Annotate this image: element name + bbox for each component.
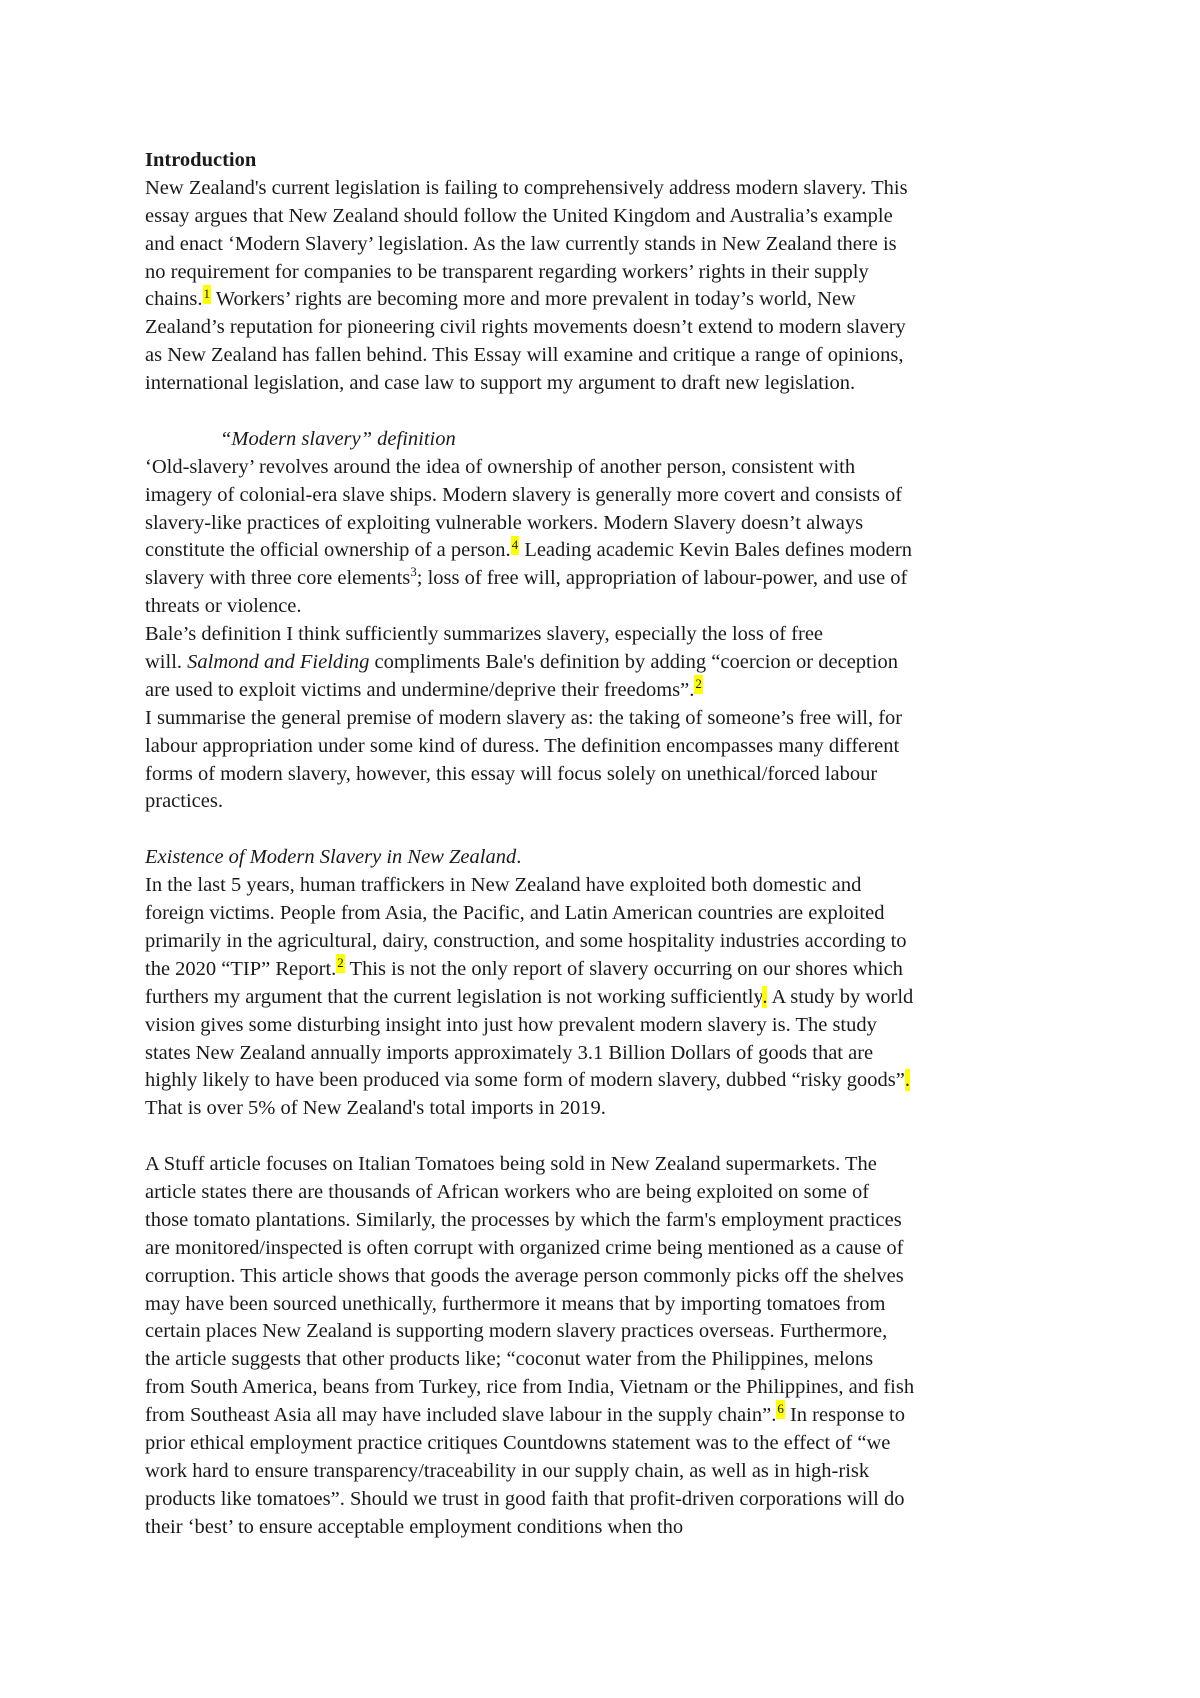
section-heading-existence: Existence of Modern Slavery in New Zealand. — [145, 846, 522, 869]
definition-line: slavery-like practices of exploiting vulnerable workers. Modern Slavery doesn’t always — [145, 511, 864, 534]
intro-line: and enact ‘Modern Slavery’ legislation. As the law currently stands in New Zealand there is — [145, 232, 897, 255]
stuff-line: the article suggests that other products like; “coconut water from the Philippines, melons — [145, 1348, 874, 1371]
definition-line: ‘Old-slavery’ revolves around the idea of ownership of another person, consistent with — [145, 455, 856, 478]
existence-line: highly likely to have been produced via some form of modern slavery, dubbed “risky goods”. — [145, 1069, 910, 1092]
existence-line: primarily in the agricultural, dairy, construction, and some hospitality industries according to — [145, 929, 907, 952]
footnote-marker[interactable]: 2 — [694, 675, 703, 694]
stuff-line: their ‘best’ to ensure acceptable employment conditions when tho — [145, 1515, 684, 1538]
stuff-line: A Stuff article focuses on Italian Tomatoes being sold in New Zealand supermarkets. The — [145, 1153, 877, 1176]
definition-line: practices. — [145, 790, 223, 813]
footnote-marker[interactable]: 3 — [410, 564, 417, 580]
footnote-marker[interactable]: 2 — [336, 954, 345, 973]
definition-line: slavery with three core elements$^3$; loss of free will, appropriation of labour-power, and use of — [145, 564, 908, 590]
paragraph-gap — [145, 816, 1080, 844]
stuff-line: from Southeast Asia all may have included slave labour in the supply chain”.$^6$ In response to — [145, 1401, 905, 1427]
stuff-line: may have been sourced unethically, furthermore it means that by importing tomatoes from — [145, 1292, 886, 1315]
definition-line: Bale’s definition I think sufficiently summarizes slavery, especially the loss of free — [145, 623, 824, 646]
stuff-line: from South America, beans from Turkey, rice from India, Vietnam or the Philippines, and fish — [145, 1376, 915, 1399]
paragraph-gap — [145, 398, 1080, 426]
section-heading-definition: “Modern slavery” definition — [220, 427, 456, 450]
intro-line: Zealand’s reputation for pioneering civil rights movements doesn’t extend to modern slavery — [145, 316, 906, 339]
stuff-line: corruption. This article shows that goods the average person commonly picks off the shelves — [145, 1264, 904, 1287]
intro-line: chains.$^1$ Workers’ rights are becoming more and more prevalent in today’s world, New — [145, 285, 856, 311]
existence-line: states New Zealand annually imports approximately 3.1 Billion Dollars of goods that are — [145, 1041, 874, 1064]
intro-line: essay argues that New Zealand should follow the United Kingdom and Australia’s example — [145, 204, 893, 227]
intro-line: international legislation, and case law to support my argument to draft new legislation. — [145, 372, 856, 395]
definition-line: threats or violence. — [145, 595, 302, 618]
existence-line: the 2020 “TIP” Report.$^2$ This is not the only report of slavery occurring on our shores which — [145, 955, 903, 980]
section-heading-introduction: Introduction — [145, 149, 257, 171]
intro-line: no requirement for companies to be transparent regarding workers’ rights in their supply — [145, 260, 869, 283]
intro-line: as New Zealand has fallen behind. This Essay will examine and critique a range of opinions, — [145, 344, 904, 367]
stuff-line: are monitored/inspected is often corrupt with organized crime being mentioned as a cause of — [145, 1236, 904, 1259]
highlight-mark: . — [762, 985, 768, 1008]
stuff-line: products like tomatoes”. Should we trust in good faith that profit-driven corporations will do — [145, 1487, 905, 1510]
footnote-marker[interactable]: 1 — [203, 285, 212, 304]
definition-line: are used to exploit victims and undermine/deprive their freedoms”.$^2$ — [145, 676, 702, 701]
existence-line: In the last 5 years, human traffickers in New Zealand have exploited both domestic and — [145, 874, 862, 897]
definition-line: forms of modern slavery, however, this essay will focus solely on unethical/forced labour — [145, 762, 878, 785]
paragraph-gap — [145, 1123, 1080, 1151]
intro-line: New Zealand's current legislation is failing to comprehensively address modern slavery. This — [145, 176, 908, 199]
highlight-mark: . — [904, 1069, 910, 1092]
definition-line: constitute the official ownership of a person.$^4$ Leading academic Kevin Bales defines modern — [145, 536, 912, 562]
stuff-line: those tomato plantations. Similarly, the processes by which the farm's employment practices — [145, 1208, 902, 1231]
stuff-line: article states there are thousands of African workers who are being exploited on some of — [145, 1180, 870, 1203]
definition-line: will. Salmond and Fielding compliments Bale's definition by adding “coercion or deception — [145, 651, 898, 674]
stuff-line: work hard to ensure transparency/traceability in our supply chain, as well as in high-risk — [145, 1459, 870, 1482]
definition-line: imagery of colonial-era slave ships. Modern slavery is generally more covert and consists of — [145, 483, 903, 506]
existence-line: vision gives some disturbing insight into just how prevalent modern slavery is. The study — [145, 1013, 877, 1036]
existence-line: That is over 5% of New Zealand's total imports in 2019. — [145, 1097, 606, 1120]
definition-line: labour appropriation under some kind of duress. The definition encompasses many different — [145, 734, 900, 757]
footnote-marker[interactable]: 6 — [776, 1400, 785, 1419]
stuff-line: certain places New Zealand is supporting modern slavery practices overseas. Furthermore, — [145, 1320, 888, 1343]
stuff-line: prior ethical employment practice critiques Countdowns statement was to the effect of “we — [145, 1431, 891, 1454]
existence-line: foreign victims. People from Asia, the Pacific, and Latin American countries are exploited — [145, 902, 885, 925]
case-citation: Salmond and Fielding — [187, 651, 370, 674]
existence-line: furthers my argument that the current legislation is not working sufficiently. A study by world — [145, 985, 914, 1008]
definition-line: I summarise the general premise of modern slavery as: the taking of someone’s free will, for — [145, 706, 903, 729]
footnote-marker[interactable]: 4 — [511, 536, 520, 555]
